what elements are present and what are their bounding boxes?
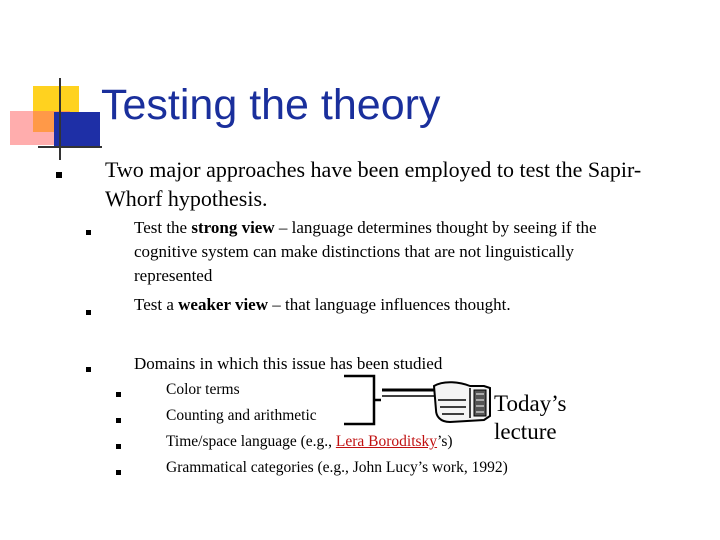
domain-color-terms: Color terms [166, 381, 240, 398]
callout-text [494, 390, 567, 446]
bullet-marker [116, 444, 121, 449]
strong-prefix: Test the [134, 218, 192, 237]
domain-time-space-suffix: ’s) [437, 433, 453, 450]
bullet-weak-view [134, 293, 511, 317]
weak-view-bold: weaker view [178, 295, 268, 314]
domain-grammatical: Grammatical categories (e.g., John Lucy’s work, 1992) [166, 459, 508, 476]
boroditsky-link[interactable]: Lera Boroditsky [335, 433, 438, 450]
pointing-hand-icon [380, 376, 492, 428]
weak-prefix: Test a [134, 295, 179, 314]
bullet-strong-view-cont-2: represented [134, 266, 213, 285]
bullet-marker [116, 418, 121, 423]
bullet-main-1: Two major approaches have been employed to test the Sapir- [105, 157, 642, 182]
callout-line-2: lecture [494, 419, 557, 444]
bullet-marker [86, 367, 91, 372]
bullet-marker [86, 230, 91, 235]
logo-horizontal-line [38, 146, 102, 148]
domain-time-space-prefix: Time/space language (e.g., [166, 433, 336, 450]
strong-rest: – language determines thought by seeing if the [274, 218, 597, 237]
domain-counting: Counting and arithmetic [166, 407, 317, 424]
slide-title: Testing the theory [101, 81, 441, 129]
bullet-marker [116, 470, 121, 475]
bracket-icon [340, 372, 382, 428]
bullet-strong-view [134, 216, 597, 240]
bullet-strong-view-cont-1: cognitive system can make distinctions that are not linguistically [134, 242, 575, 261]
bullet-marker [56, 172, 62, 178]
bullet-marker [86, 310, 91, 315]
strong-view-bold: strong view [191, 218, 275, 237]
bullet-main-1-cont: Whorf hypothesis. [105, 186, 268, 211]
bullet-domains: Domains in which this issue has been studied [134, 354, 443, 373]
callout-line-1: Today’s [494, 391, 567, 416]
bullet-marker [116, 392, 121, 397]
weak-rest: – that language influences thought. [268, 295, 511, 314]
domain-time-space [166, 429, 453, 455]
